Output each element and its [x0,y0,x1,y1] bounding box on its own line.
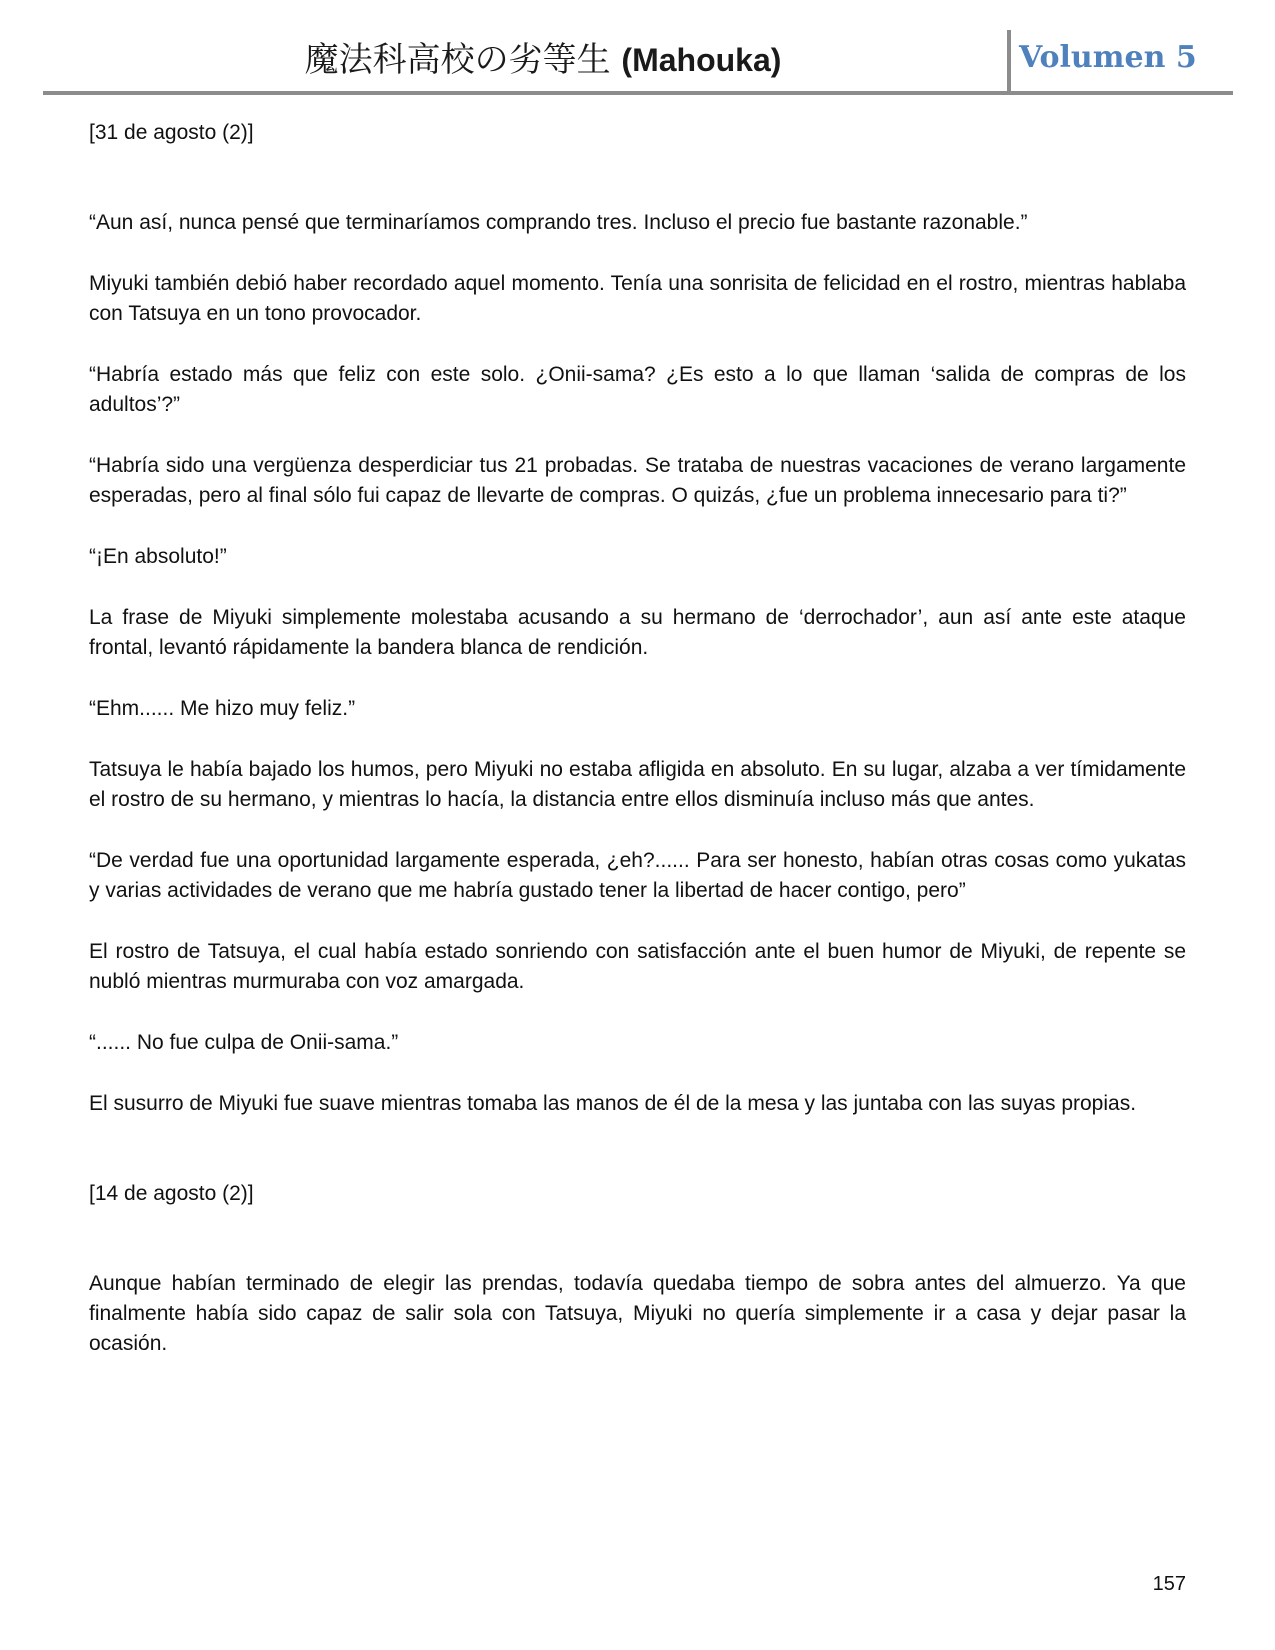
page-body [89,118,1186,1390]
paragraph: “Ehm...... Me hizo muy feliz.” [89,697,356,720]
paragraph: “...... No fue culpa de Onii-sama.” [89,1031,399,1054]
paragraph: Aunque habían terminado de elegir las prendas, todavía quedaba tiempo de sobra antes del almuerzo. Ya que finalmente había sido capaz de salir sola con Tatsuya, Miyuki no quería simplemente ir a casa y dejar pasar la ocasión. [89,1272,1186,1355]
paragraph: El rostro de Tatsuya, el cual había estado sonriendo con satisfacción ante el buen humor de Miyuki, de repente se nubló mientras murmuraba con voz amargada. [89,940,1186,993]
paragraph: “De verdad fue una oportunidad largamente esperada, ¿eh?...... Para ser honesto, habían otras cosas como yukatas y varias actividades de verano que me habría gustado tener la libertad de hacer contigo, pero” [89,849,1186,902]
paragraph: Miyuki también debió haber recordado aquel momento. Tenía una sonrisita de felicidad en el rostro, mientras hablaba con Tatsuya en un tono provocador. [89,272,1186,325]
paragraph: El susurro de Miyuki fue suave mientras tomaba las manos de él de la mesa y las juntaba con las suyas propias. [89,1092,1137,1115]
page-number: 157 [1152,1573,1186,1595]
volume-label: Volumen 5 [1019,40,1197,75]
page-header [43,28,1233,94]
book-title [43,40,1043,80]
paragraph: Tatsuya le había bajado los humos, pero Miyuki no estaba afligida en absoluto. En su lugar, alzaba a ver tímidamente el rostro de su hermano, y mientras lo hacía, la distancia entre ellos disminuía incluso más que antes. [89,758,1186,811]
paragraph: “Habría sido una vergüenza desperdiciar tus 21 probadas. Se trataba de nuestras vacaciones de verano largamente esperadas, pero al final sólo fui capaz de llevarte de compras. O quizás, ¿fue un problema innecesario para ti?” [89,454,1186,507]
book-title-latin: (Mahouka) [621,42,782,78]
paragraph: “Aun así, nunca pensé que terminaríamos comprando tres. Incluso el precio fue bastante razonable.” [89,211,1028,234]
header-divider-horizontal [43,91,1233,95]
section-heading: [31 de agosto (2)] [89,121,254,144]
header-divider-vertical [1007,30,1011,92]
section-heading: [14 de agosto (2)] [89,1182,254,1205]
paragraph: “Habría estado más que feliz con este solo. ¿Onii-sama? ¿Es esto a lo que llaman ‘salida de compras de los adultos’?” [89,363,1186,416]
paragraph: “¡En absoluto!” [89,545,227,568]
paragraph: La frase de Miyuki simplemente molestaba acusando a su hermano de ‘derrochador’, aun así ante este ataque frontal, levantó rápidamente la bandera blanca de rendición. [89,606,1186,659]
book-title-japanese: 魔法科高校の劣等生 [304,40,611,80]
